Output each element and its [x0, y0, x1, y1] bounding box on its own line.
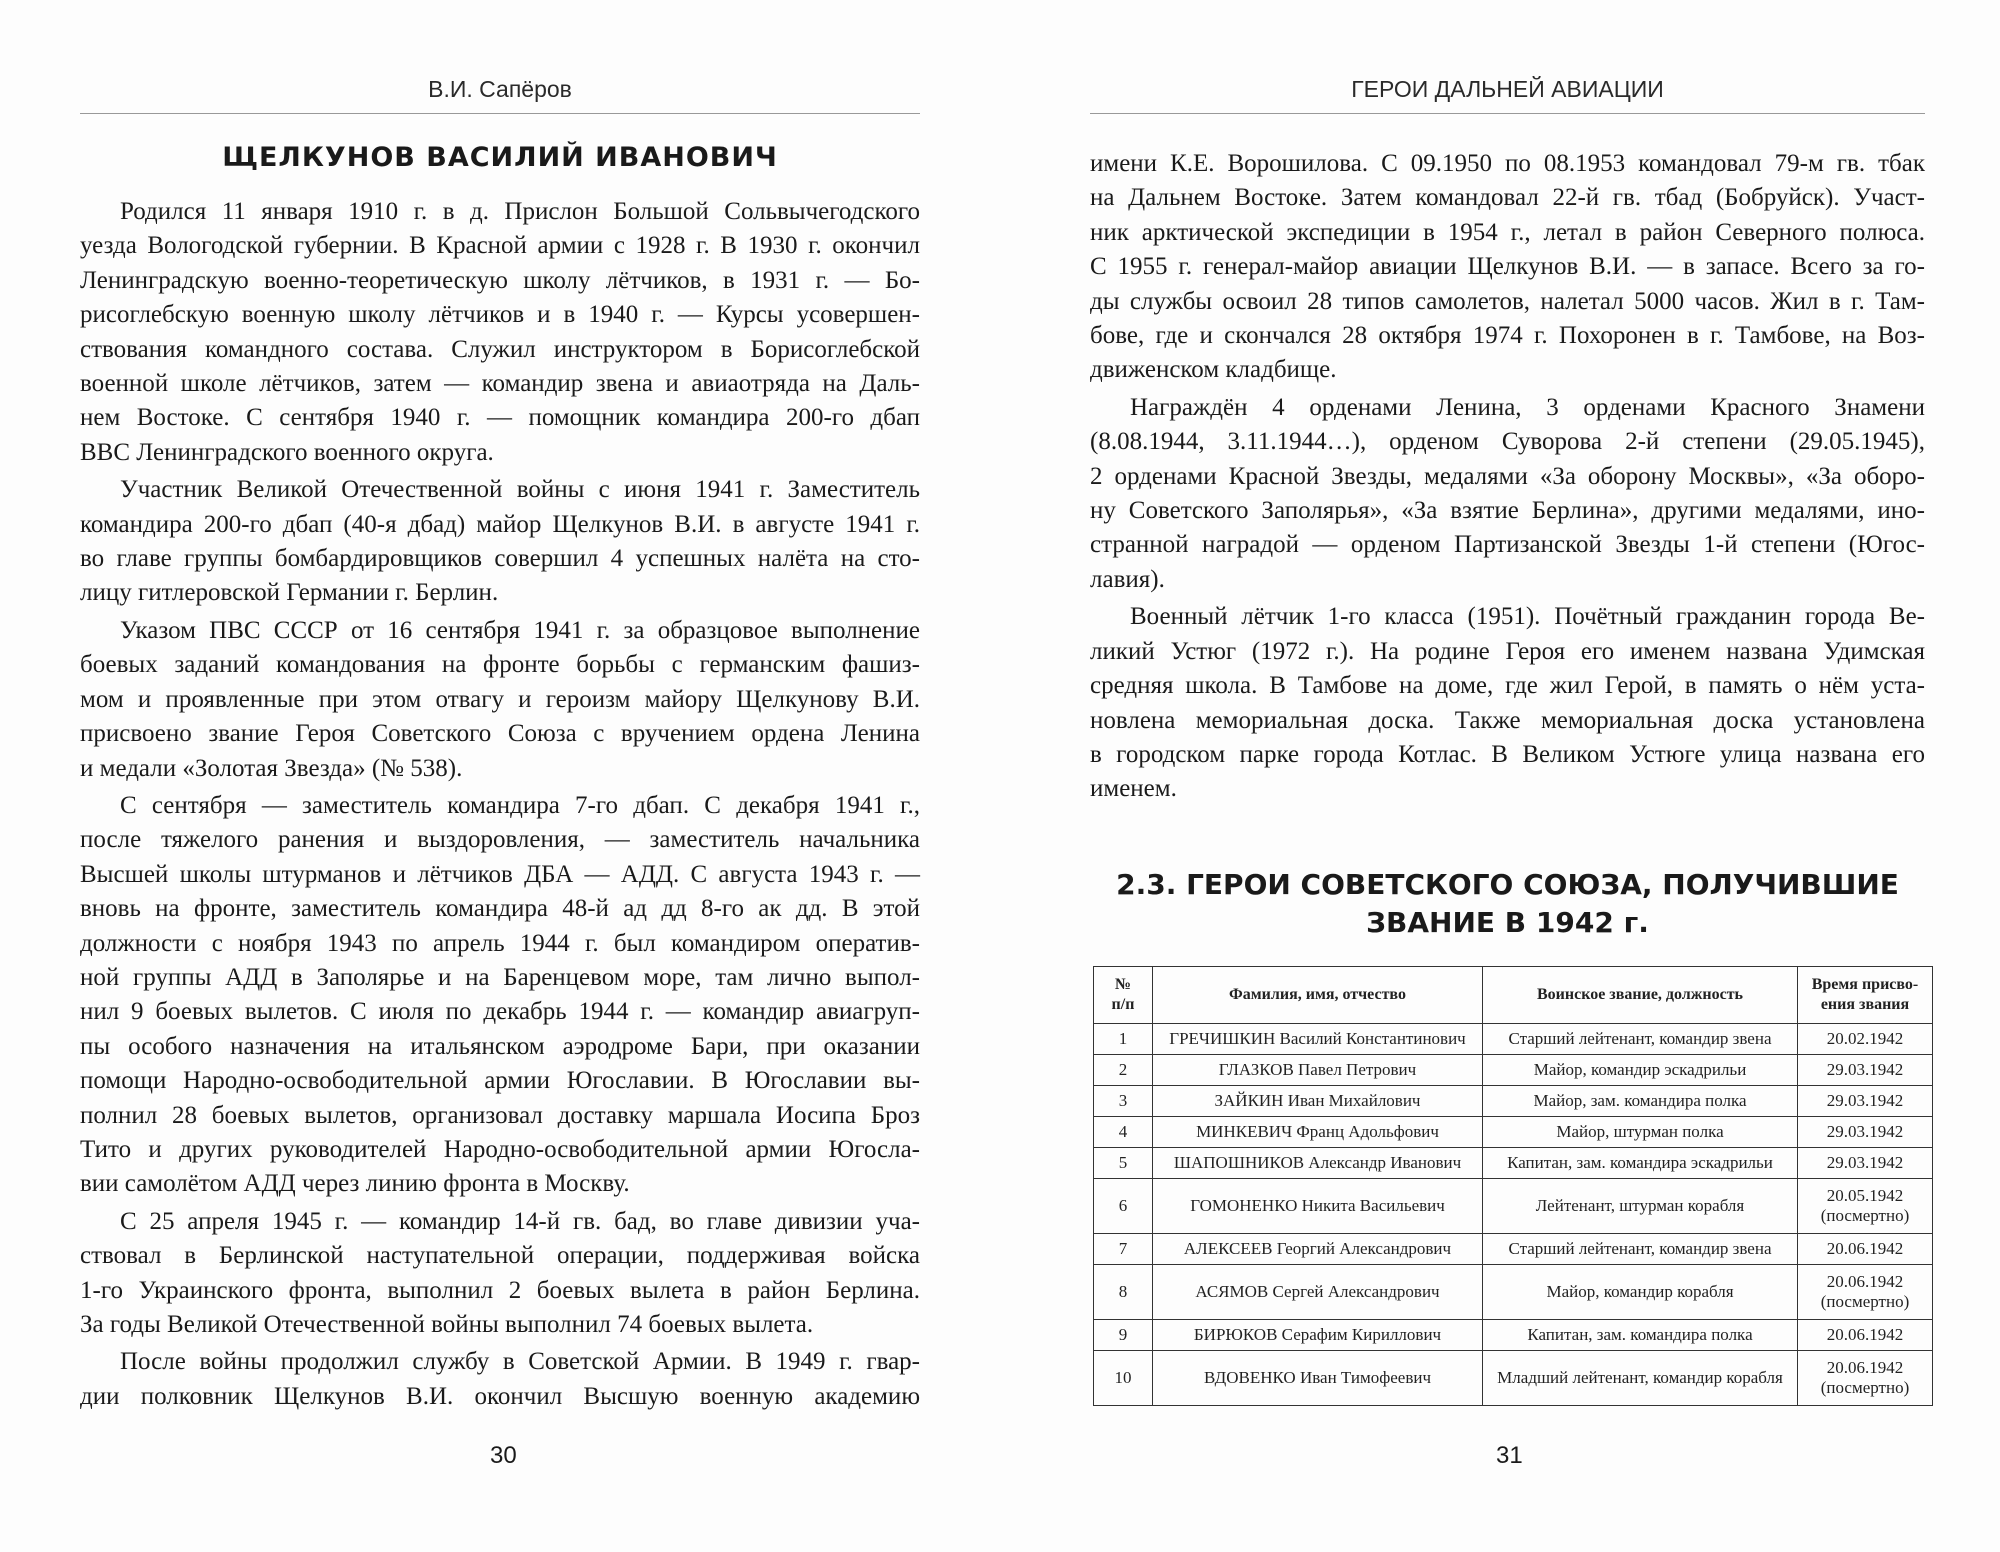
cell-n: 2	[1094, 1055, 1153, 1086]
text-line: С 1955 г. генерал-майор авиации Щелкунов В.И. — в запасе. Всего за го-	[1090, 253, 1925, 281]
cell-n: 10	[1094, 1351, 1153, 1406]
column-header-text: Время присво-	[1811, 976, 1919, 993]
date-text: 29.03.1942	[1826, 1122, 1904, 1141]
text-line: С сентября — заместитель командира 7-го дбап. С декабря 1941 г.,	[120, 791, 920, 819]
cell-rank: Майор, зам. командира полка	[1483, 1086, 1798, 1117]
paragraph	[1090, 391, 1925, 597]
section-heading	[1090, 866, 1925, 942]
date-text: 20.05.1942	[1826, 1186, 1904, 1205]
text-line: в городском парке города Котлас. В Великом Устюге улица названа его	[1090, 740, 1925, 768]
date-text: 20.06.1942	[1826, 1358, 1904, 1377]
heroes-table	[1093, 966, 1933, 1406]
paragraph	[80, 195, 920, 470]
text-line: пы особого назначения на итальянском аэродроме Бари, при оказании	[80, 1032, 920, 1060]
text-line: лицу гитлеровской Германии г. Берлин.	[80, 579, 499, 607]
table-row	[1094, 1117, 1933, 1148]
cell-rank: Старший лейтенант, командир звена	[1483, 1024, 1798, 1055]
text-line: С 25 апреля 1945 г. — командир 14-й гв. бад, во главе дивизии уча-	[120, 1207, 920, 1235]
cell-rank: Лейтенант, штурман корабля	[1483, 1179, 1798, 1234]
text-line: именем.	[1090, 775, 1177, 803]
cell-name: МИНКЕВИЧ Франц Адольфович	[1153, 1117, 1483, 1148]
cell-date	[1798, 1148, 1933, 1179]
text-line: новлена мемориальная доска. Также мемориальная доска установлена	[1090, 706, 1925, 734]
text-line: вии самолётом АДД через линию фронта в Москву.	[80, 1170, 630, 1198]
cell-rank: Капитан, зам. командира полка	[1483, 1320, 1798, 1351]
cell-rank: Старший лейтенант, командир звена	[1483, 1234, 1798, 1265]
cell-name: ШАПОШНИКОВ Александр Иванович	[1153, 1148, 1483, 1179]
right-header-rule	[1090, 113, 1925, 114]
text-line: лавия).	[1090, 565, 1165, 593]
cell-date	[1798, 1117, 1933, 1148]
table-row	[1094, 1351, 1933, 1406]
text-line: средняя школа. В Тамбове на доме, где жил Герой, в память о нём уста-	[1090, 672, 1925, 700]
cell-rank: Младший лейтенант, командир корабля	[1483, 1351, 1798, 1406]
text-line: имени К.Е. Ворошилова. С 09.1950 по 08.1953 командовал 79-м гв. тбак	[1090, 150, 1925, 177]
date-text: 20.06.1942	[1826, 1239, 1904, 1258]
cell-n: 3	[1094, 1086, 1153, 1117]
cell-n: 8	[1094, 1265, 1153, 1320]
column-header-text: №	[1114, 976, 1132, 993]
date-text: 20.02.1942	[1826, 1029, 1904, 1048]
cell-date	[1798, 1351, 1933, 1406]
cell-n: 1	[1094, 1024, 1153, 1055]
text-line: ну Советского Заполярья», «За взятие Берлина», другими медалями, ино-	[1090, 497, 1925, 525]
text-line: странной наградой — орденом Партизанской Звезды 1-й степени (Югос-	[1090, 531, 1925, 559]
text-line: и медали «Золотая Звезда» (№ 538).	[80, 754, 463, 782]
table-row	[1094, 1148, 1933, 1179]
text-line: военной школе лётчиков, затем — командир звена и авиаотряда на Даль-	[80, 370, 920, 398]
cell-n: 9	[1094, 1320, 1153, 1351]
date-text: 20.06.1942	[1826, 1325, 1904, 1344]
text-line: уезда Вологодской губернии. В Красной армии с 1928 г. В 1930 г. окончил	[80, 232, 920, 260]
text-line: Родился 11 января 1910 г. в д. Прислон Большой Сольвычегодского	[120, 198, 920, 225]
text-line: боевых заданий командования на фронте борьбы с германским фашиз-	[80, 651, 920, 679]
cell-date	[1798, 1055, 1933, 1086]
paragraph	[80, 1205, 920, 1343]
text-line: мом и проявленные при этом отвагу и героизм майору Щелкунову В.И.	[80, 685, 920, 713]
text-line: Указом ПВС СССР от 16 сентября 1941 г. за образцовое выполнение	[120, 616, 920, 644]
text-line: ник арктической экспедиции в 1954 г., летал в район Северного полюса.	[1090, 218, 1925, 246]
text-line: ствования командного состава. Служил инструктором в Борисоглебской	[80, 335, 920, 363]
text-line: Тито и других руководителей Народно-освободительной армии Югосла-	[80, 1135, 920, 1163]
column-header-text: п/п	[1111, 996, 1135, 1013]
date-text: 20.06.1942	[1826, 1272, 1904, 1291]
column-header-text: Фамилия, имя, отчество	[1229, 986, 1406, 1003]
column-header	[1153, 967, 1483, 1024]
table-row	[1094, 1024, 1933, 1055]
cell-name: ЗАЙКИН Иван Михайлович	[1153, 1086, 1483, 1117]
text-line: Награждён 4 орденами Ленина, 3 орденами Красного Знамени	[1130, 393, 1925, 421]
text-line: вновь на фронте, заместитель командира 48-й ад дд 8-го ак дд. В этой	[80, 895, 920, 923]
cell-n: 7	[1094, 1234, 1153, 1265]
left-running-head: В.И. Сапёров	[428, 76, 572, 102]
column-header	[1094, 967, 1153, 1024]
text-line: ной группы АДД в Заполярье и на Баренцевом море, там лично выпол-	[80, 963, 920, 991]
table-row	[1094, 1055, 1933, 1086]
cell-rank: Майор, штурман полка	[1483, 1117, 1798, 1148]
text-line: ды службы освоил 28 типов самолетов, налетал 5000 часов. Жил в г. Там-	[1090, 287, 1925, 315]
text-line: Ленинградскую военно-теоретическую школу лётчиков, в 1931 г. — Бо-	[80, 266, 920, 294]
text-line: Военный лётчик 1-го класса (1951). Почётный гражданин города Ве-	[1130, 603, 1925, 631]
table-row	[1094, 1234, 1933, 1265]
cell-name: АСЯМОВ Сергей Александрович	[1153, 1265, 1483, 1320]
text-line: Высшей школы штурманов и лётчиков ДБА — АДД. С августа 1943 г. —	[80, 860, 920, 888]
cell-n: 6	[1094, 1179, 1153, 1234]
article-title: ЩЕЛКУНОВ ВАСИЛИЙ ИВАНОВИЧ	[222, 142, 778, 173]
column-header	[1483, 967, 1798, 1024]
cell-name: ГОМОНЕНКО Никита Васильевич	[1153, 1179, 1483, 1234]
cell-date	[1798, 1086, 1933, 1117]
text-line: (8.08.1944, 3.11.1944…), орденом Суворова 2-й степени (29.05.1945),	[1090, 428, 1925, 456]
text-line: во главе группы бомбардировщиков совершил 4 успешных налёта на сто-	[80, 545, 920, 573]
left-page-number: 30	[490, 1442, 517, 1469]
text-line: После войны продолжил службу в Советской Армии. В 1949 г. гвар-	[120, 1348, 920, 1376]
left-header-rule	[80, 113, 920, 114]
cell-name: ГЛАЗКОВ Павел Петрович	[1153, 1055, 1483, 1086]
posthumous-note: (посмертно)	[1820, 1378, 1910, 1397]
posthumous-note: (посмертно)	[1820, 1292, 1910, 1311]
text-line: Участник Великой Отечественной войны с июня 1941 г. Заместитель	[120, 476, 920, 504]
column-header-text: Воинское звание, должность	[1536, 986, 1744, 1003]
text-line: 2 орденами Красной Звезды, медалями «За оборону Москвы», «За оборо-	[1090, 462, 1925, 490]
column-header-text: ения звания	[1820, 996, 1910, 1013]
table-row	[1094, 1265, 1933, 1320]
cell-rank: Капитан, зам. командира эскадрильи	[1483, 1148, 1798, 1179]
date-text: 29.03.1942	[1826, 1060, 1904, 1079]
text-line: помощи Народно-освободительной армии Югославии. В Югославии вы-	[80, 1067, 920, 1095]
paragraph	[80, 614, 920, 786]
cell-date	[1798, 1179, 1933, 1234]
table-header-row	[1094, 967, 1933, 1024]
text-line: нем Востоке. С сентября 1940 г. — помощник командира 200-го дбап	[80, 404, 920, 432]
text-line: полнил 28 боевых вылетов, организовал доставку маршала Иосипа Броз	[80, 1101, 920, 1129]
date-text: 29.03.1942	[1826, 1091, 1904, 1110]
section-heading-line: 2.3. ГЕРОИ СОВЕТСКОГО СОЮЗА, ПОЛУЧИВШИЕ	[1116, 868, 1899, 901]
text-line: За годы Великой Отечественной войны выполнил 74 боевых вылета.	[80, 1311, 814, 1338]
text-line: командира 200-го дбап (40-я дбад) майор Щелкунов В.И. в августе 1941 г.	[80, 510, 920, 538]
cell-date	[1798, 1234, 1933, 1265]
cell-name: АЛЕКСЕЕВ Георгий Александрович	[1153, 1234, 1483, 1265]
text-line: ствовал в Берлинской наступательной операции, поддерживая войска	[80, 1242, 920, 1270]
section-heading-line: ЗВАНИЕ В 1942 г.	[1366, 906, 1649, 939]
posthumous-note: (посмертно)	[1820, 1206, 1910, 1225]
date-text: 29.03.1942	[1826, 1153, 1904, 1172]
table-row	[1094, 1179, 1933, 1234]
cell-rank: Майор, командир корабля	[1483, 1265, 1798, 1320]
cell-name: ГРЕЧИШКИН Василий Константинович	[1153, 1024, 1483, 1055]
cell-date	[1798, 1320, 1933, 1351]
text-line: присвоено звание Героя Советского Союза с вручением ордена Ленина	[80, 720, 920, 748]
cell-n: 4	[1094, 1117, 1153, 1148]
paragraph	[80, 789, 920, 1202]
text-line: нил 9 боевых вылетов. С июля по декабрь 1944 г. — командир авиагруп-	[80, 998, 920, 1026]
text-line: после тяжелого ранения и выздоровления, — заместитель начальника	[80, 826, 920, 854]
cell-date	[1798, 1265, 1933, 1320]
paragraph	[1090, 147, 1925, 388]
cell-name: ВДОВЕНКО Иван Тимофеевич	[1153, 1351, 1483, 1406]
text-line: ВВС Ленинградского военного округа.	[80, 438, 494, 466]
text-line: ликий Устюг (1972 г.). На родине Героя его именем названа Удимская	[1090, 637, 1925, 665]
right-page-text	[1090, 147, 1925, 810]
right-page-number: 31	[1496, 1442, 1523, 1469]
column-header	[1798, 967, 1933, 1024]
text-line: на Дальнем Востоке. Затем командовал 22-й гв. тбад (Бобруйск). Участ-	[1090, 184, 1925, 212]
text-line: дии полковник Щелкунов В.И. окончил Высшую военную академию	[80, 1382, 920, 1410]
cell-rank: Майор, командир эскадрильи	[1483, 1055, 1798, 1086]
table-row	[1094, 1320, 1933, 1351]
cell-date	[1798, 1024, 1933, 1055]
text-line: бове, где и скончался 28 октября 1974 г. Похоронен в г. Тамбове, на Воз-	[1090, 322, 1925, 350]
paragraph	[80, 473, 920, 611]
text-line: 1-го Украинского фронта, выполнил 2 боевых вылета в район Берлина.	[80, 1276, 920, 1304]
table-row	[1094, 1086, 1933, 1117]
right-running-head: ГЕРОИ ДАЛЬНЕЙ АВИАЦИИ	[1351, 76, 1664, 102]
cell-name: БИРЮКОВ Серафим Кириллович	[1153, 1320, 1483, 1351]
text-line: должности с ноября 1943 по апрель 1944 г. был командиром оператив-	[80, 929, 920, 957]
text-line: рисоглебскую военную школу лётчиков и в 1940 г. — Курсы усовершен-	[80, 301, 920, 329]
cell-n: 5	[1094, 1148, 1153, 1179]
paragraph	[1090, 600, 1925, 806]
left-page-text	[80, 195, 920, 1417]
text-line: движенском кладбище.	[1090, 356, 1337, 384]
paragraph	[80, 1345, 920, 1414]
